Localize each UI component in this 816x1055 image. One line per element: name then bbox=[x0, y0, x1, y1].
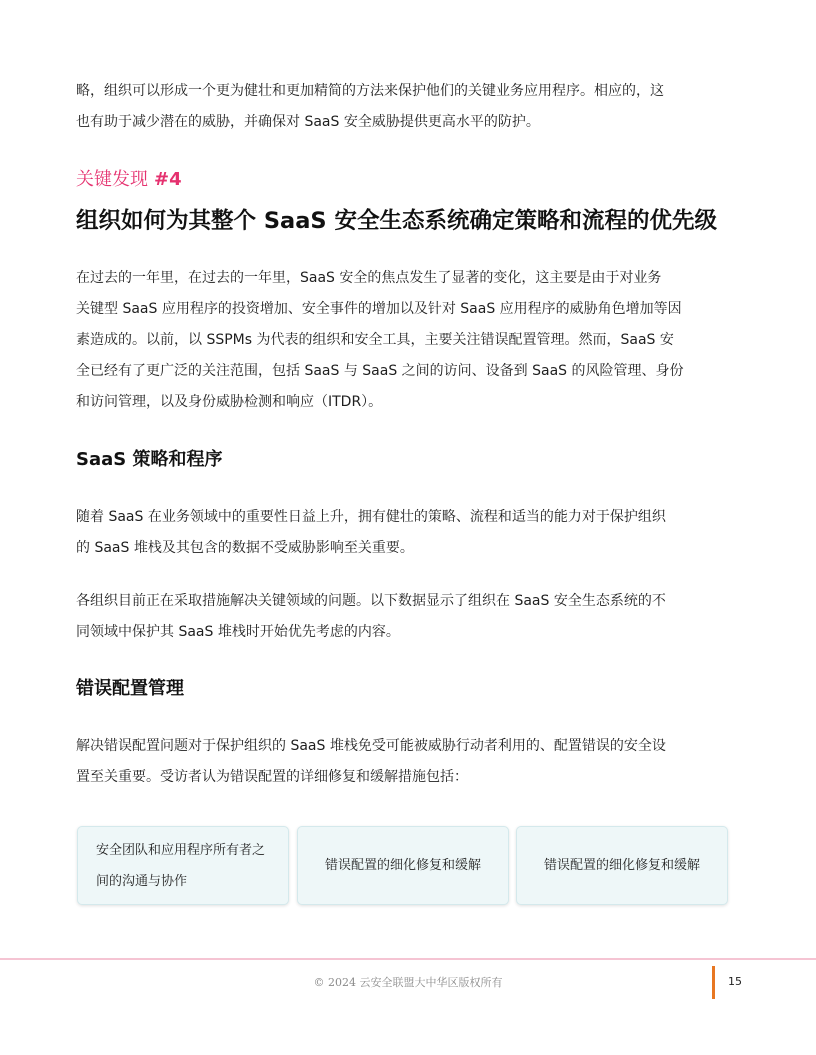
body-paragraph bbox=[76, 263, 742, 418]
strategy-paragraph-2 bbox=[76, 586, 742, 648]
card-text: 错误配置的细化修复和缓解 bbox=[543, 858, 700, 873]
footer-divider bbox=[0, 958, 816, 960]
body-line: 关键型 SaaS 应用程序的投资增加、安全事件的增加以及针对 SaaS 应用程序的威胁角色增加等因 bbox=[76, 301, 682, 317]
card-text: 错误配置的细化修复和缓解 bbox=[324, 858, 481, 873]
key-finding-label bbox=[76, 166, 182, 194]
body-line: 在过去的一年里，在过去的一年里，SaaS 安全的焦点发生了显著的变化，这主要是由于对业务 bbox=[76, 270, 662, 286]
strategy-line: 的 SaaS 堆栈及其包含的数据不受威胁影响至关重要。 bbox=[76, 540, 414, 556]
finding-card-remediation bbox=[297, 826, 509, 905]
strategy-paragraph-1 bbox=[76, 502, 742, 564]
page-number-accent-bar bbox=[712, 966, 715, 999]
finding-card-remediation-2 bbox=[516, 826, 728, 905]
key-finding-number: #4 bbox=[154, 169, 182, 190]
card-text-line: 安全团队和应用程序所有者之 bbox=[96, 842, 266, 858]
intro-line: 略，组织可以形成一个更为健壮和更加精简的方法来保护他们的关键业务应用程序。相应的，这 bbox=[76, 83, 664, 99]
intro-paragraph bbox=[76, 76, 742, 138]
strategy-line: 同领域中保护其 SaaS 堆栈时开始优先考虑的内容。 bbox=[76, 624, 400, 640]
body-line: 素造成的。以前，以 SSPMs 为代表的组织和安全工具，主要关注错误配置管理。然而，SaaS 安 bbox=[76, 332, 674, 348]
misconfig-line: 置至关重要。受访者认为错误配置的详细修复和缓解措施包括： bbox=[76, 769, 468, 785]
strategy-line: 各组织目前正在采取措施解决关键领域的问题。以下数据显示了组织在 SaaS 安全生态系统的不 bbox=[76, 593, 666, 609]
key-finding-text: 关键发现 bbox=[76, 169, 148, 190]
misconfig-paragraph bbox=[76, 731, 742, 793]
body-line: 全已经有了更广泛的关注范围，包括 SaaS 与 SaaS 之间的访问、设备到 SaaS 的风险管理、身份 bbox=[76, 363, 684, 379]
footer-copyright: © 2024 云安全联盟大中华区版权所有 bbox=[313, 976, 503, 989]
page-number: 15 bbox=[728, 975, 742, 988]
section-title: 组织如何为其整个 SaaS 安全生态系统确定策略和流程的优先级 bbox=[76, 208, 717, 234]
misconfig-heading: 错误配置管理 bbox=[76, 678, 184, 699]
misconfig-line: 解决错误配置问题对于保护组织的 SaaS 堆栈免受可能被威胁行动者利用的、配置错误的安全设 bbox=[76, 738, 666, 754]
body-line: 和访问管理，以及身份威胁检测和响应（ITDR）。 bbox=[76, 394, 383, 410]
strategy-line: 随着 SaaS 在业务领域中的重要性日益上升，拥有健壮的策略、流程和适当的能力对于保护组织 bbox=[76, 509, 666, 525]
intro-line: 也有助于减少潜在的威胁，并确保对 SaaS 安全威胁提供更高水平的防护。 bbox=[76, 114, 540, 130]
strategy-heading: SaaS 策略和程序 bbox=[76, 449, 223, 470]
finding-card-communication bbox=[77, 826, 289, 905]
card-text-line: 间的沟通与协作 bbox=[96, 873, 188, 889]
